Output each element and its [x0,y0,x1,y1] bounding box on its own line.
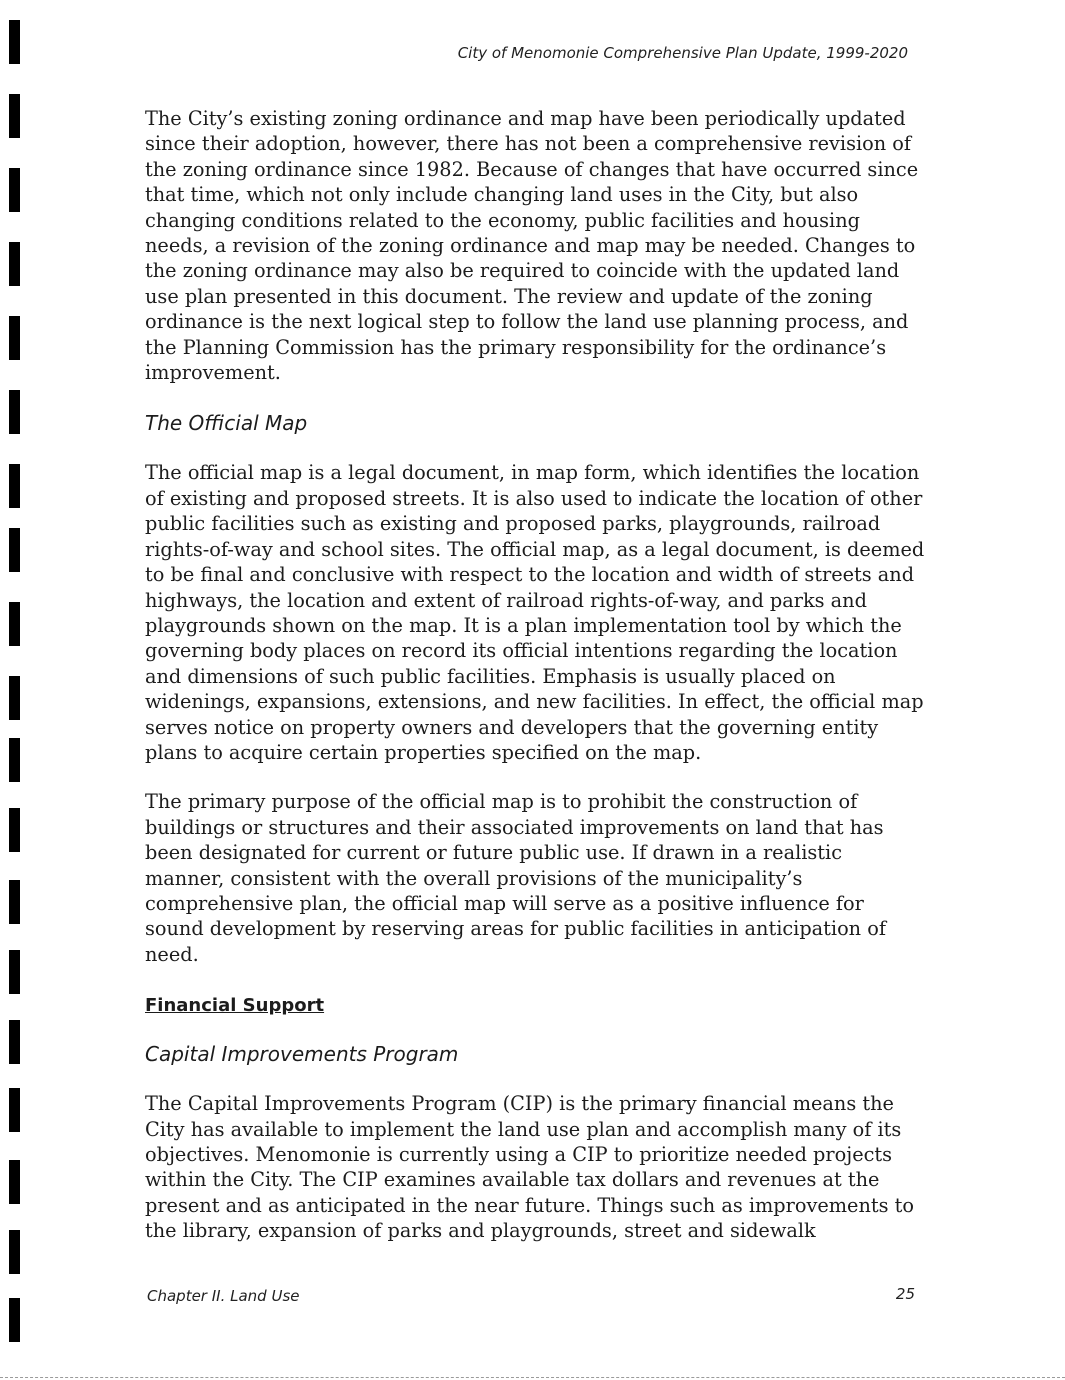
binding-mark [9,1020,20,1064]
binding-mark [9,20,20,64]
binding-mark [9,1298,20,1342]
binding-mark [9,676,20,720]
binding-mark [9,1088,20,1132]
binding-mark [9,168,20,212]
binding-marks [9,0,21,1380]
binding-mark [9,390,20,434]
binding-mark [9,464,20,508]
footer-chapter: Chapter II. Land Use [147,1287,300,1305]
paragraph-official-map-purpose: The primary purpose of the official map is to prohibit the construction of buildings or structures and their associated improvements on land that has been designated for current or future public use. If drawn in a realistic manner, consistent with the overall provisions of the municipality’s comprehensive plan, the official map will serve as a positive influence for sound development by reserving areas for public facilities in anticipation of need. [145,790,886,966]
paragraph-official-map-definition: The official map is a legal document, in map form, which identifies the location of existing and proposed streets. It is also used to indicate the location of other public facilities such as existing and proposed parks, playgrounds, railroad rights-of-way and school sites. The official map, as a legal document, is deemed to be final and conclusive with respect to the location and width of streets and highways, the location and extent of railroad rights-of-way, and parks and playgrounds shown on the map. It is a plan implementation tool by which the governing body places on record its official intentions regarding the location and dimensions of such public facilities. Emphasis is usually placed on widenings, expansions, extensions, and new facilities. In effect, the official map serves notice on property owners and developers that the governing entity plans to acquire certain properties specified on the map. [145,461,925,764]
heading-official-map: The Official Map [145,411,308,436]
binding-mark [9,950,20,994]
binding-mark [9,316,20,360]
paragraph-zoning-revision: The City’s existing zoning ordinance and map have been periodically updated since their adoption, however, there has not been a comprehensive revision of the zoning ordinance since 1982. Because of changes that have occurred since that time, which not only include changing land uses in the City, but also changing conditions related to the economy, public facilities and housing needs, a revision of the zoning ordinance and map may be needed. Changes to the zoning ordinance may also be required to coincide with the updated land use plan presented in this document. The review and update of the zoning ordinance is the next logical step to follow the land use planning process, and the Planning Commission has the primary responsibility for the ordinance’s improvement. [145,107,919,385]
binding-mark [9,1160,20,1204]
binding-mark [9,808,20,852]
binding-mark [9,1230,20,1274]
running-header: City of Menomonie Comprehensive Plan Update, 1999-2020 [457,44,908,62]
binding-mark [9,880,20,924]
page-number: 25 [895,1285,915,1303]
binding-mark [9,602,20,646]
heading-financial-support: Financial Support [145,995,325,1017]
binding-mark [9,528,20,572]
binding-mark [9,242,20,286]
page-body [145,106,925,1244]
heading-capital-improvements-program: Capital Improvements Program [145,1042,459,1067]
paragraph-cip: The Capital Improvements Program (CIP) is the primary financial means the City has available to implement the land use plan and accomplish many of its objectives. Menomonie is currently using a CIP to prioritize needed projects within the City. The CIP examines available tax dollars and revenues at the present and as anticipated in the near future. Things such as improvements to the library, expansion of parks and playgrounds, street and sidewalk [145,1092,914,1243]
binding-mark [9,738,20,782]
binding-mark [9,94,20,138]
scan-edge-rule [0,1377,1065,1379]
